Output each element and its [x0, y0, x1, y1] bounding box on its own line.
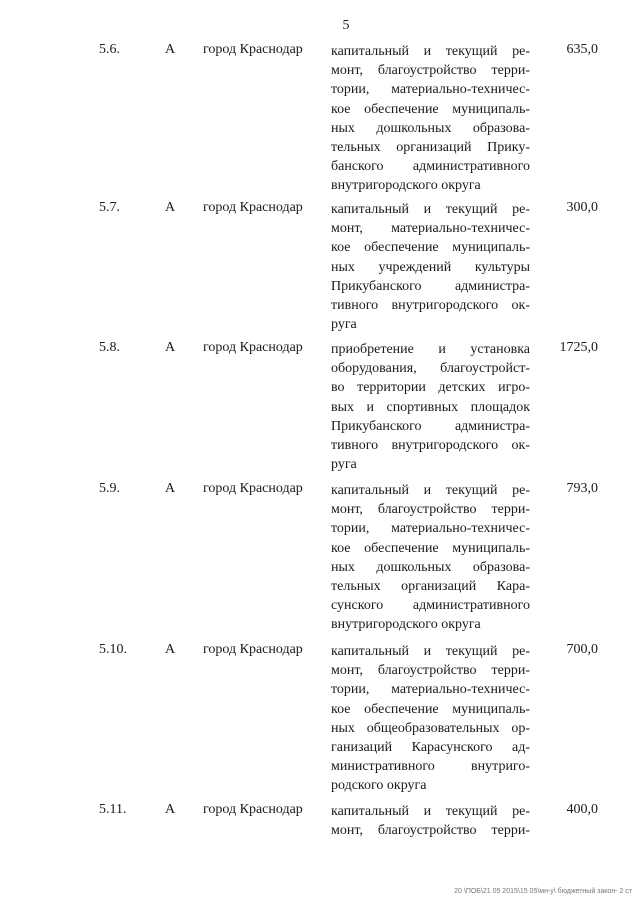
description-line: руга: [331, 457, 357, 473]
description-line: руга: [331, 317, 357, 333]
row-description: [331, 200, 530, 334]
row-category: А: [165, 200, 176, 215]
row-amount: 793,0: [566, 481, 598, 496]
row-category: А: [165, 802, 176, 817]
description-line: капитальный и текущий ре-: [331, 202, 530, 217]
description-line: монт, благоустройство терри-: [331, 823, 530, 839]
row-amount: 700,0: [566, 642, 598, 657]
description-line: тории, материально-техничес-: [331, 521, 530, 537]
row-description: [331, 642, 530, 796]
description-line: родского округа: [331, 778, 427, 794]
document-footer: 20 \ПОБ\21 05 2015\15 05\мн-у\ бюджетный закон- 2 ст: [454, 888, 632, 895]
description-line: во территории детских игро-: [331, 380, 530, 396]
row-city: город Краснодар: [203, 481, 303, 496]
description-line: ных дошкольных образова-: [331, 120, 530, 136]
row-number: 5.8.: [99, 340, 120, 355]
description-line: капитальный и текущий ре-: [331, 483, 530, 498]
description-line: Прикубанского администра-: [331, 418, 530, 434]
row-city: город Краснодар: [203, 802, 303, 817]
row-amount: 1725,0: [559, 340, 598, 355]
row-category: А: [165, 481, 176, 496]
row-city: город Краснодар: [203, 200, 303, 215]
description-line: монт, благоустройство терри-: [331, 502, 530, 518]
description-line: тивного внутригородского ок-: [331, 297, 530, 313]
row-city: город Краснодар: [203, 642, 303, 657]
description-line: вых и спортивных площадок: [331, 399, 530, 415]
description-line: ных дошкольных образова-: [331, 559, 530, 575]
page-number: 5: [342, 18, 350, 33]
description-line: кое обеспечение муниципаль-: [331, 540, 530, 556]
description-line: тельных организаций Прику-: [331, 139, 530, 155]
description-line: ных учреждений культуры: [331, 259, 530, 275]
description-line: сунского административного: [331, 598, 530, 614]
description-line: монт, благоустройство терри-: [331, 663, 530, 679]
description-line: ганизаций Карасунского ад-: [331, 739, 530, 755]
description-line: приобретение и установка: [331, 342, 530, 357]
row-category: А: [165, 340, 176, 355]
row-city: город Краснодар: [203, 340, 303, 355]
row-number: 5.9.: [99, 481, 120, 496]
row-description: [331, 802, 530, 840]
row-amount: 635,0: [566, 42, 598, 57]
description-line: монт, благоустройство терри-: [331, 63, 530, 79]
description-line: оборудования, благоустройст-: [331, 361, 530, 377]
description-line: внутригородского округа: [331, 178, 481, 194]
row-description: [331, 42, 530, 196]
description-line: тельных организаций Кара-: [331, 578, 530, 594]
row-description: [331, 481, 530, 635]
row-amount: 400,0: [566, 802, 598, 817]
description-line: банского административного: [331, 159, 530, 175]
description-line: кое обеспечение муниципаль-: [331, 701, 530, 717]
description-line: внутригородского округа: [331, 617, 481, 633]
description-line: тивного внутригородского ок-: [331, 437, 530, 453]
description-line: кое обеспечение муниципаль-: [331, 240, 530, 256]
row-category: А: [165, 642, 176, 657]
description-line: капитальный и текущий ре-: [331, 804, 530, 819]
description-line: ных общеобразовательных ор-: [331, 720, 530, 736]
description-line: кое обеспечение муниципаль-: [331, 101, 530, 117]
description-line: тории, материально-техничес-: [331, 682, 530, 698]
description-line: министративного внутриго-: [331, 759, 530, 775]
description-line: монт, материально-техничес-: [331, 221, 530, 237]
description-line: капитальный и текущий ре-: [331, 644, 530, 659]
description-line: капитальный и текущий ре-: [331, 44, 530, 59]
row-number: 5.7.: [99, 200, 120, 215]
row-number: 5.10.: [99, 642, 127, 657]
row-city: город Краснодар: [203, 42, 303, 57]
description-line: тории, материально-техничес-: [331, 82, 530, 98]
row-category: А: [165, 42, 176, 57]
row-description: [331, 340, 530, 474]
row-amount: 300,0: [566, 200, 598, 215]
row-number: 5.11.: [99, 802, 127, 817]
row-number: 5.6.: [99, 42, 120, 57]
description-line: Прикубанского администра-: [331, 278, 530, 294]
